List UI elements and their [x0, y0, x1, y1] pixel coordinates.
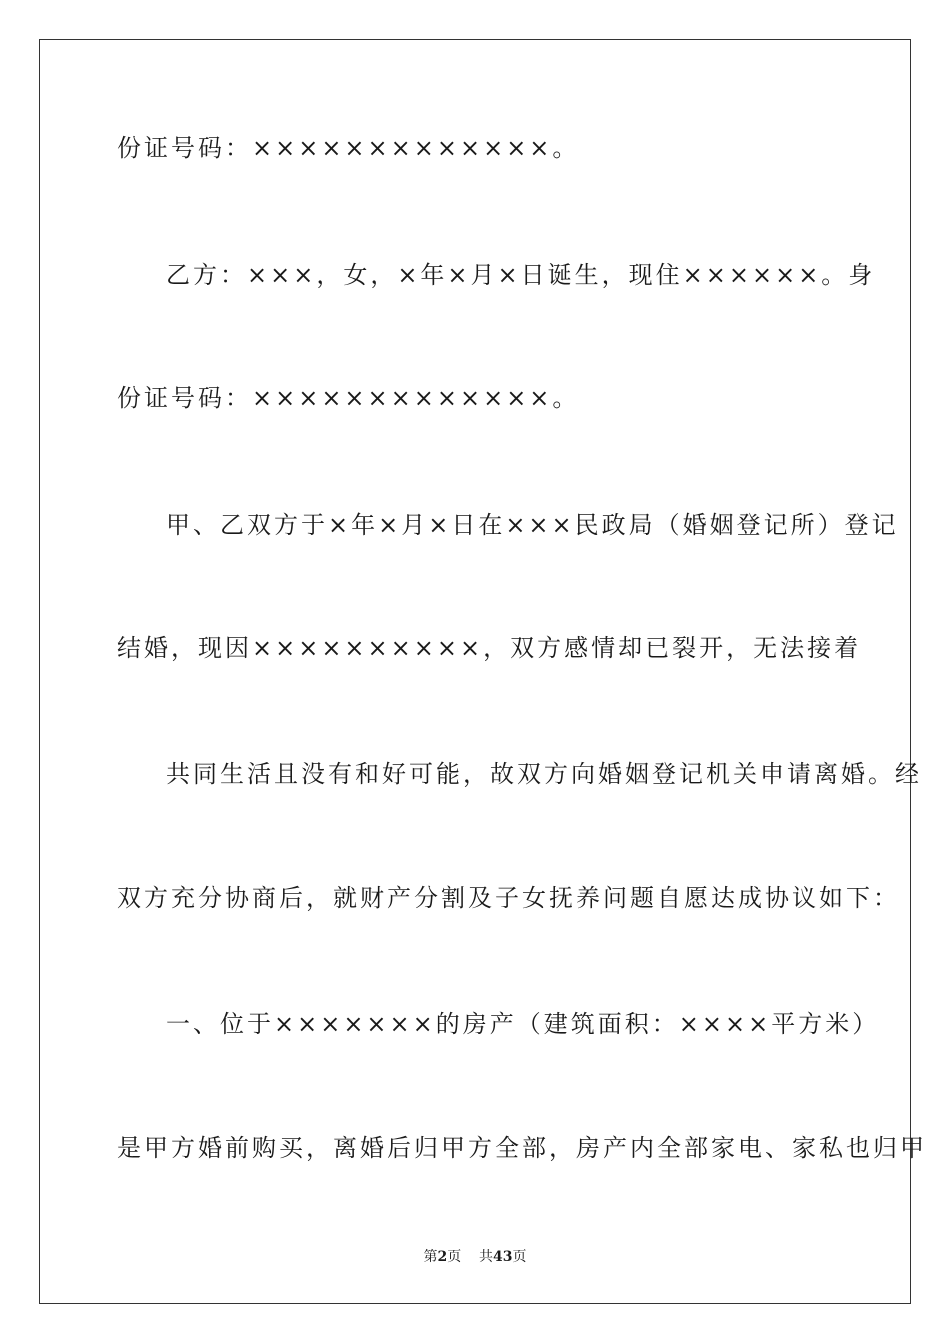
text-line: 双方充分协商后，就财产分割及子女抚养问题自愿达成协议如下：: [117, 884, 900, 912]
page-number: 2: [437, 1249, 448, 1265]
total-pages: 43: [493, 1249, 513, 1265]
text-line: 共同生活且没有和好可能，故双方向婚姻登记机关申请离婚。经: [166, 760, 922, 788]
text-line: 乙方：×××，女，×年×月×日诞生，现住××××××。身: [166, 261, 876, 289]
page-prefix: 第: [423, 1249, 438, 1265]
text-line: 份证号码：×××××××××××××。: [117, 384, 580, 412]
text-line: 一、位于×××××××的房产（建筑面积：××××平方米）: [166, 1010, 880, 1038]
text-line: 是甲方婚前购买，离婚后归甲方全部，房产内全部家电、家私也归甲: [117, 1134, 927, 1162]
page-footer: [0, 1248, 950, 1266]
total-prefix: 共: [479, 1249, 494, 1265]
text-line: 结婚，现因××××××××××，双方感情却已裂开，无法接着: [117, 634, 862, 662]
page-suffix: 页: [447, 1249, 462, 1265]
total-suffix: 页: [512, 1249, 527, 1265]
text-line: 份证号码：×××××××××××××。: [117, 134, 580, 162]
page-border: [39, 39, 911, 1304]
text-line: 甲、乙双方于×年×月×日在×××民政局（婚姻登记所）登记: [166, 511, 899, 539]
